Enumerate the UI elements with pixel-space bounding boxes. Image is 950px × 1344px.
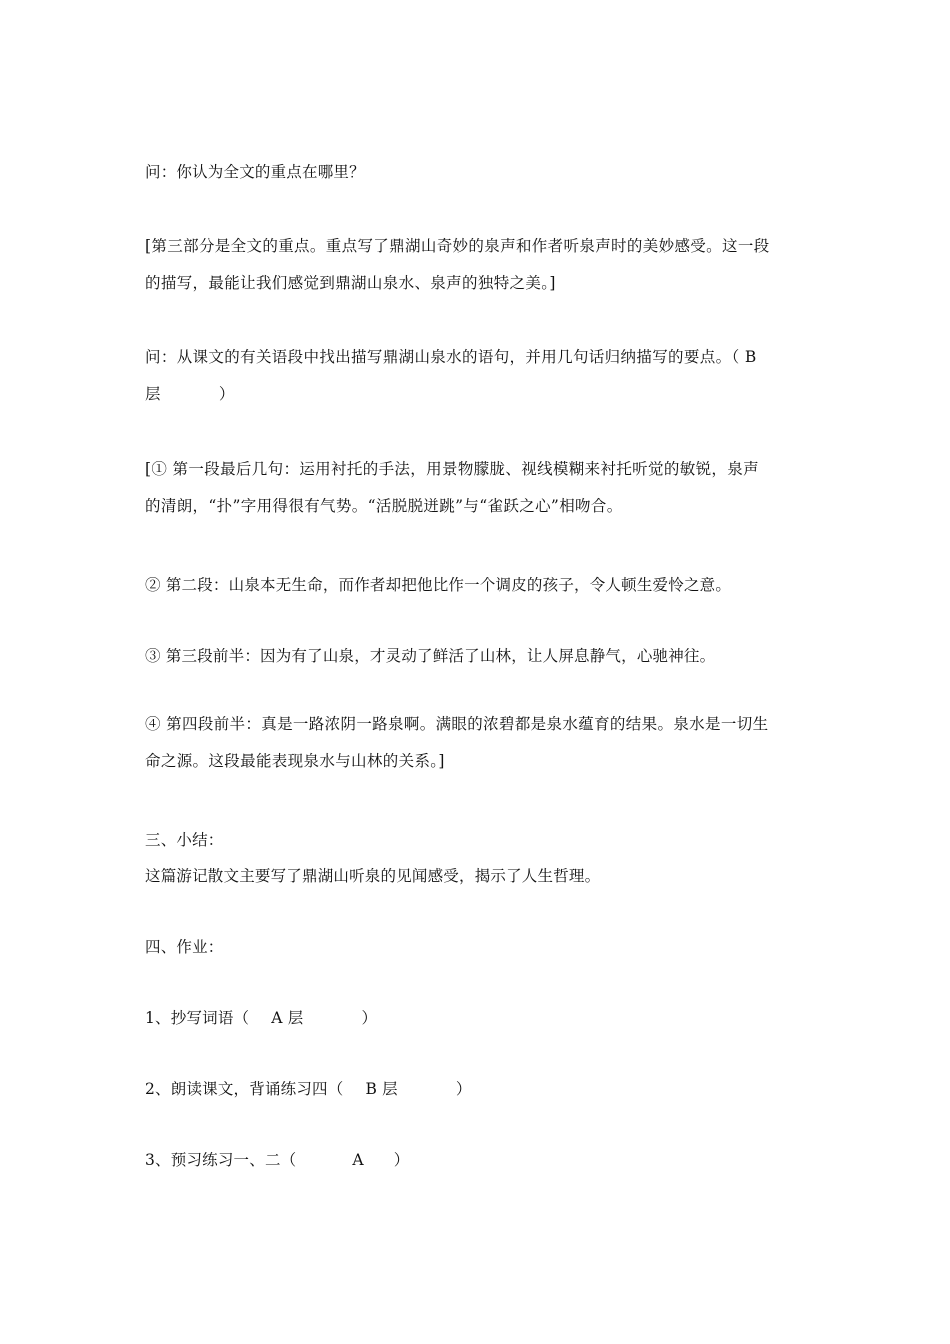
- homework-item-2: [145, 1079, 815, 1099]
- point-4-line-2: 命之源。这段最能表现泉水与山林的关系。]: [145, 752, 445, 770]
- homework-item-3: [145, 1150, 815, 1170]
- point-2-text: ② 第二段：山泉本无生命，而作者却把他比作一个调皮的孩子，令人顿生爱怜之意。: [145, 576, 732, 594]
- point-2: [145, 575, 815, 595]
- homework-heading: [145, 937, 815, 957]
- point-1-line-2: 的清朗，“扑”字用得很有气势。“活脱脱迸跳”与“雀跃之心”相吻合。: [145, 497, 623, 515]
- question-2-line-1: 问：从课文的有关语段中找出描写鼎湖山泉水的语句，并用几句话归纳描写的要点。（ B: [145, 348, 757, 366]
- homework-item-3-level: A: [352, 1151, 364, 1169]
- homework-heading-text: 四、作业：: [145, 938, 224, 956]
- summary-heading-text: 三、小结：: [145, 831, 224, 849]
- answer-1: [145, 228, 810, 302]
- question-2-line-2: [145, 376, 810, 413]
- question-2-level: 层: [145, 385, 161, 403]
- homework-item-2-level: B 层: [365, 1080, 398, 1098]
- homework-item-1-text: 1、抄写词语（: [145, 1009, 250, 1027]
- homework-item-1: [145, 1008, 815, 1028]
- question-2: [145, 339, 810, 413]
- summary-body: 这篇游记散文主要写了鼎湖山听泉的见闻感受，揭示了人生哲理。: [145, 867, 601, 885]
- homework-item-3-close: ）: [393, 1151, 410, 1169]
- point-1: [145, 451, 810, 525]
- point-3: [145, 646, 815, 666]
- question-1: [145, 162, 815, 182]
- homework-item-2-close: ）: [455, 1080, 472, 1098]
- homework-item-2-text: 2、朗读课文，背诵练习四（: [145, 1080, 344, 1098]
- summary-heading: [145, 830, 815, 850]
- point-4: [145, 706, 810, 780]
- homework-item-1-close: ）: [361, 1009, 378, 1027]
- summary-text: [145, 866, 815, 886]
- point-3-text: ③ 第三段前半：因为有了山泉，才灵动了鲜活了山林，让人屏息静气，心驰神往。: [145, 647, 716, 665]
- point-4-line-1: ④ 第四段前半：真是一路浓阴一路泉啊。满眼的浓碧都是泉水蕴育的结果。泉水是一切生: [145, 715, 769, 733]
- question-1-text: 问：你认为全文的重点在哪里？: [145, 163, 365, 181]
- answer-1-line-1: [第三部分是全文的重点。重点写了鼎湖山奇妙的泉声和作者听泉声时的美妙感受。这一段: [145, 237, 770, 255]
- answer-1-line-2: 的描写，最能让我们感觉到鼎湖山泉水、泉声的独特之美。]: [145, 274, 556, 292]
- point-1-line-1: [① 第一段最后几句：运用衬托的手法，用景物朦胧、视线模糊来衬托听觉的敏锐，泉声: [145, 460, 759, 478]
- homework-item-1-level: A 层: [271, 1009, 304, 1027]
- question-2-close: ）: [218, 385, 235, 403]
- homework-item-3-text: 3、预习练习一、二（: [145, 1151, 297, 1169]
